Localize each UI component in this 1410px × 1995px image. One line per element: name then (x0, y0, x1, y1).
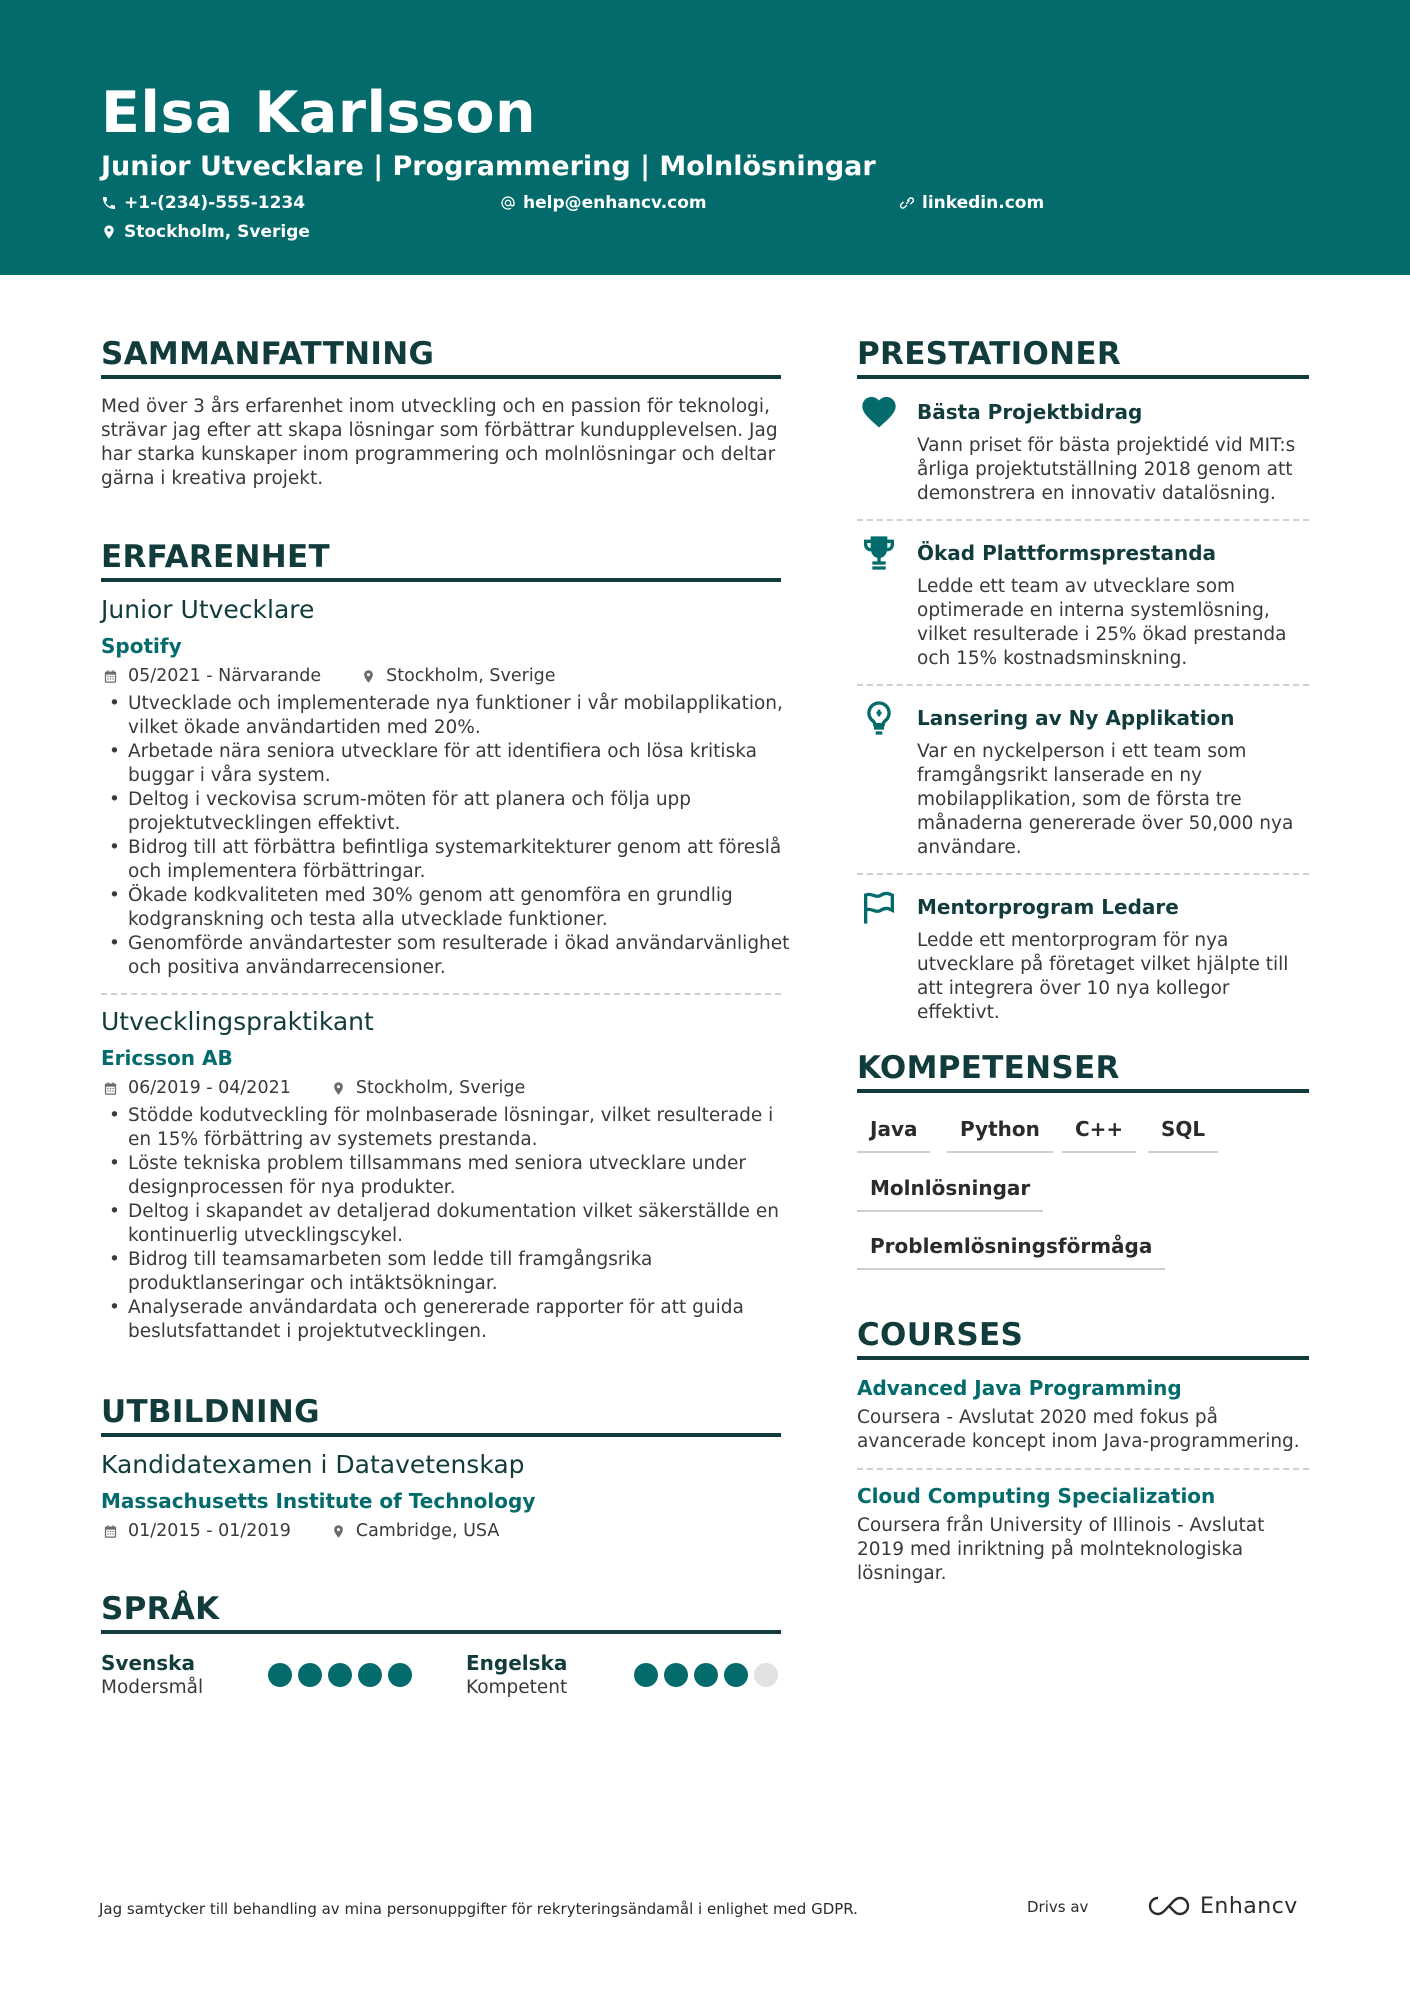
language-name: Engelska (466, 1651, 568, 1675)
rating-dot-filled (328, 1663, 352, 1687)
summary-line: har starka kunskaper inom programmering och molnlösningar och deltar (101, 444, 776, 465)
gdpr-consent: Jag samtycker till behandling av mina personuppgifter för rekryteringsändamål i enlighet med GDPR. (99, 1900, 858, 1918)
contact-location (101, 222, 310, 242)
powered-by-label: Drivs av (1027, 1898, 1089, 1916)
skill-tag: C++ (1062, 1117, 1136, 1153)
calendar-icon (103, 669, 118, 684)
courses-heading: COURSES (857, 1317, 1024, 1353)
achievement-title: Lansering av Ny Applikation (917, 706, 1235, 730)
rating-dot-filled (388, 1663, 412, 1687)
rating-dot-filled (664, 1663, 688, 1687)
summary-rule (101, 375, 781, 379)
flag-icon (859, 887, 899, 927)
enhancv-logo[interactable] (1146, 1893, 1298, 1919)
rating-dot-filled (634, 1663, 658, 1687)
brand-name: Enhancv (1200, 1893, 1298, 1919)
bullet-item: • Utvecklade och implementerade nya funktioner i vår mobilapplikation, vilket ökade användartiden med 20%. (101, 692, 801, 740)
education-dates: 01/2015 - 01/2019 (128, 1521, 291, 1541)
summary-line: Med över 3 års erfarenhet inom utveckling och en passion för teknologi, (101, 396, 770, 417)
calendar-icon (103, 1081, 118, 1096)
job-location: Stockholm, Sverige (386, 666, 556, 686)
language-name: Svenska (101, 1651, 195, 1675)
phone-icon (101, 195, 117, 211)
courses-rule (857, 1356, 1309, 1360)
divider (857, 519, 1309, 521)
experience-heading: ERFARENHET (101, 539, 330, 575)
languages-rule (101, 1630, 781, 1634)
divider (857, 684, 1309, 686)
job-company: Spotify (101, 634, 182, 658)
bullet-item: • Analyserade användardata och genererade rapporter för att guida beslutsfattandet i projektutvecklingen. (101, 1296, 801, 1344)
location-text: Stockholm, Sverige (124, 222, 310, 242)
bullet-item: • Bidrog till att förbättra befintliga systemarkitekturer genom att föreslå och implementera förbättringar. (101, 836, 801, 884)
rating-dot-filled (358, 1663, 382, 1687)
summary-text (101, 395, 791, 491)
education-degree: Kandidatexamen i Datavetenskap (101, 1450, 525, 1479)
language-rating (634, 1663, 778, 1687)
trophy-icon (859, 533, 899, 573)
language-level: Modersmål (101, 1677, 204, 1698)
education-meta (103, 1521, 499, 1541)
summary-line: strävar jag efter att skapa lösningar som förbättrar kundupplevelsen. Jag (101, 420, 778, 441)
summary-line: gärna i kreativa projekt. (101, 468, 324, 489)
skills-rule (857, 1089, 1309, 1093)
heart-icon (859, 392, 899, 432)
bullet-item: • Löste tekniska problem tillsammans med seniora utvecklare under designprocessen för nya produkter. (101, 1152, 801, 1200)
bullet-item: • Arbetade nära seniora utvecklare för att identifiera och lösa kritiska buggar i våra system. (101, 740, 801, 788)
contact-linkedin[interactable] (899, 193, 1044, 213)
bullet-item: • Stödde kodutveckling för molnbaserade lösningar, vilket resulterade i en 15% förbättring av systemets prestanda. (101, 1104, 801, 1152)
candidate-name: Elsa Karlsson (101, 80, 537, 146)
education-rule (101, 1433, 781, 1437)
education-school: Massachusetts Institute of Technology (101, 1489, 536, 1513)
course-description: Coursera från University of Illinois - Avslutat 2019 med inriktning på molnteknologiska lösningar. (857, 1515, 1265, 1584)
course-title: Cloud Computing Specialization (857, 1484, 1216, 1508)
achievement-text: Vann priset för bästa projektidé vid MIT:s årliga projektutställning 2018 genom att demonstrera en innovativ datalösning. (917, 435, 1296, 504)
achievement-text: Var en nyckelperson i ett team som framgångsrikt lanserade en ny mobilapplikation, som de första tre månaderna genererade över 50,000 nya användare. (917, 741, 1294, 858)
job-dates: 06/2019 - 04/2021 (128, 1078, 291, 1098)
header (0, 0, 1410, 275)
rating-dot-filled (268, 1663, 292, 1687)
location-pin-icon (331, 1524, 346, 1539)
job-bullets (101, 1104, 801, 1344)
achievements-rule (857, 375, 1309, 379)
job-bullets (101, 692, 801, 980)
calendar-icon (103, 1524, 118, 1539)
job-role: Junior Utvecklare (101, 595, 315, 624)
rating-dot-filled (298, 1663, 322, 1687)
achievement-title: Bästa Projektbidrag (917, 400, 1143, 424)
course-title: Advanced Java Programming (857, 1376, 1182, 1400)
candidate-subtitle: Junior Utvecklare | Programmering | Molnlösningar (101, 151, 876, 182)
email-text: help@enhancv.com (523, 193, 707, 213)
skills-heading: KOMPETENSER (857, 1050, 1120, 1086)
course-description: Coursera - Avslutat 2020 med fokus på avancerade koncept inom Java-programmering. (857, 1407, 1300, 1452)
achievement-title: Mentorprogram Ledare (917, 895, 1179, 919)
job-location: Stockholm, Sverige (355, 1078, 526, 1098)
divider (857, 873, 1309, 875)
at-icon (500, 195, 516, 211)
achievement-text: Ledde ett team av utvecklare som optimerade en interna systemlösning, vilket resulterade i 25% ökad prestanda och 15% kostnadsminskning. (917, 576, 1287, 669)
divider (857, 1468, 1309, 1470)
bullet-item: • Genomförde användartester som resulterade i ökad användarvänlighet och positiva användarrecensioner. (101, 932, 801, 980)
contact-phone[interactable] (101, 193, 305, 213)
link-icon (899, 195, 915, 211)
education-location: Cambridge, USA (355, 1521, 500, 1541)
location-pin-icon (361, 669, 376, 684)
job-company: Ericsson AB (101, 1046, 233, 1070)
infinity-logo-icon (1146, 1893, 1192, 1919)
skill-tag: Java (857, 1117, 930, 1153)
achievements-heading: PRESTATIONER (857, 336, 1122, 372)
summary-heading: SAMMANFATTNING (101, 336, 435, 372)
location-pin-icon (101, 224, 117, 240)
language-rating (268, 1663, 412, 1687)
job-meta (103, 666, 556, 686)
lightbulb-icon (859, 698, 899, 738)
skill-tag: SQL (1148, 1117, 1218, 1153)
bullet-item: • Deltog i skapandet av detaljerad dokumentation vilket säkerställde en kontinuerlig utvecklingscykel. (101, 1200, 801, 1248)
experience-rule (101, 578, 781, 582)
skill-tag: Molnlösningar (857, 1176, 1043, 1212)
achievement-title: Ökad Plattformsprestanda (917, 541, 1217, 565)
achievement-text: Ledde ett mentorprogram för nya utvecklare på företaget vilket hjälpte till att integrera över 10 nya kollegor effektivt. (917, 930, 1289, 1023)
rating-dot-filled (694, 1663, 718, 1687)
bullet-item: • Deltog i veckovisa scrum-möten för att planera och följa upp projektutvecklingen effektivt. (101, 788, 801, 836)
rating-dot-empty (754, 1663, 778, 1687)
phone-text: +1-(234)-555-1234 (124, 193, 306, 213)
rating-dot-filled (724, 1663, 748, 1687)
language-level: Kompetent (466, 1677, 568, 1698)
education-heading: UTBILDNING (101, 1394, 320, 1430)
job-dates: 05/2021 - Närvarande (128, 666, 322, 686)
contact-email[interactable] (500, 193, 707, 213)
skill-tag: Problemlösningsförmåga (857, 1234, 1165, 1270)
job-role: Utvecklingspraktikant (101, 1007, 374, 1036)
bullet-item: • Bidrog till teamsamarbeten som ledde till framgångsrika produktlanseringar och intäktsökningar. (101, 1248, 801, 1296)
linkedin-text: linkedin.com (922, 193, 1045, 213)
job-meta (103, 1078, 525, 1098)
divider (101, 993, 781, 995)
languages-heading: SPRÅK (101, 1591, 220, 1627)
location-pin-icon (331, 1081, 346, 1096)
skill-tag: Python (947, 1117, 1053, 1153)
bullet-item: • Ökade kodkvaliteten med 30% genom att genomföra en grundlig kodgranskning och testa alla utvecklade funktioner. (101, 884, 801, 932)
